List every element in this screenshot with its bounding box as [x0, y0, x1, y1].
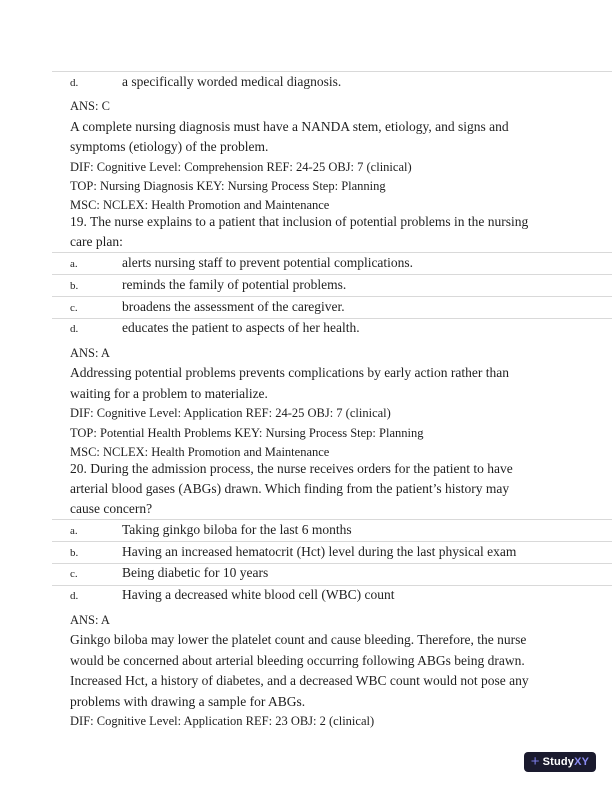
option-text: Being diabetic for 10 years [122, 565, 269, 581]
rationale-line: Ginkgo biloba may lower the platelet count and cause bleeding. Therefore, the nurse [70, 632, 527, 648]
question-stem-line: 19. The nurse explains to a patient that inclusion of potential problems in the nursing [70, 214, 529, 230]
option-text: Taking ginkgo biloba for the last 6 months [122, 521, 352, 537]
option-text: alerts nursing staff to prevent potential complications. [122, 254, 414, 270]
option-letter: d. [70, 76, 79, 89]
question-20-option-list [52, 519, 612, 606]
option-row [52, 296, 612, 318]
rationale [70, 117, 545, 158]
option-text: Having a decreased white blood cell (WBC) count [122, 587, 395, 603]
studyxy-badge[interactable] [524, 752, 596, 772]
carryover-option-list [52, 71, 612, 93]
option-letter: d. [70, 323, 79, 336]
meta-dif-line: DIF: Cognitive Level: Application REF: 24-25 OBJ: 7 (clinical) [70, 406, 391, 421]
rationale-line: would be concerned about arterial bleeding occurring following ABGs being drawn. [70, 652, 525, 668]
option-text: a specifically worded medical diagnosis. [122, 73, 342, 89]
question-stem-line: care plan: [70, 234, 123, 250]
rationale [70, 363, 545, 404]
rationale-line: problems with drawing a sample for ABGs. [70, 693, 306, 709]
rationale-line: symptoms (etiology) of the problem. [70, 139, 269, 155]
rationale-line: A complete nursing diagnosis must have a NANDA stem, etiology, and signs and [70, 118, 509, 134]
option-row [52, 541, 612, 563]
option-text: broadens the assessment of the caregiver. [122, 298, 345, 314]
option-letter: c. [70, 301, 78, 314]
answer-line: ANS: C [70, 99, 110, 114]
brand-text: Study [542, 756, 575, 768]
option-row [52, 318, 612, 340]
option-text: reminds the family of potential problems. [122, 276, 347, 292]
question-stem-line: cause concern? [70, 501, 153, 517]
option-row [52, 71, 612, 93]
option-row [52, 252, 612, 274]
question-stem-line: arterial blood gases (ABGs) drawn. Which finding from the patient’s history may [70, 481, 510, 497]
question-19-stem [70, 212, 545, 252]
brand-accent-text: XY [574, 756, 590, 768]
answer-line: ANS: A [70, 613, 110, 628]
meta-top-line: TOP: Potential Health Problems KEY: Nursing Process Step: Planning [70, 425, 424, 440]
option-letter: b. [70, 546, 79, 559]
meta-top-line: TOP: Nursing Diagnosis KEY: Nursing Process Step: Planning [70, 178, 386, 193]
question-stem-line: 20. During the admission process, the nurse receives orders for the patient to have [70, 461, 513, 477]
option-row [52, 585, 612, 607]
rationale-line: Addressing potential problems prevents complications by early action rather than [70, 365, 510, 381]
meta-dif-line: DIF: Cognitive Level: Comprehension REF: 24-25 OBJ: 7 (clinical) [70, 159, 412, 174]
option-row [52, 563, 612, 585]
option-letter: b. [70, 279, 79, 292]
rationale-line: Increased Hct, a history of diabetes, and a decreased WBC count would not pose any [70, 673, 529, 689]
option-text: Having an increased hematocrit (Hct) level during the last physical exam [122, 543, 517, 559]
option-text: educates the patient to aspects of her health. [122, 320, 360, 336]
rationale [70, 630, 545, 712]
option-letter: c. [70, 568, 78, 581]
option-letter: a. [70, 524, 78, 537]
question-20-stem [70, 459, 545, 519]
option-row [52, 274, 612, 296]
answer-line: ANS: A [70, 346, 110, 361]
meta-dif-line: DIF: Cognitive Level: Application REF: 23 OBJ: 2 (clinical) [70, 714, 375, 729]
option-letter: a. [70, 257, 78, 270]
option-letter: d. [70, 590, 79, 603]
meta-msc-line: MSC: NCLEX: Health Promotion and Maintenance [70, 198, 330, 213]
question-19-option-list [52, 252, 612, 339]
rationale-line: waiting for a problem to materialize. [70, 385, 268, 401]
meta-msc-line: MSC: NCLEX: Health Promotion and Maintenance [70, 445, 330, 460]
plus-icon: + [530, 753, 540, 770]
option-row [52, 519, 612, 541]
